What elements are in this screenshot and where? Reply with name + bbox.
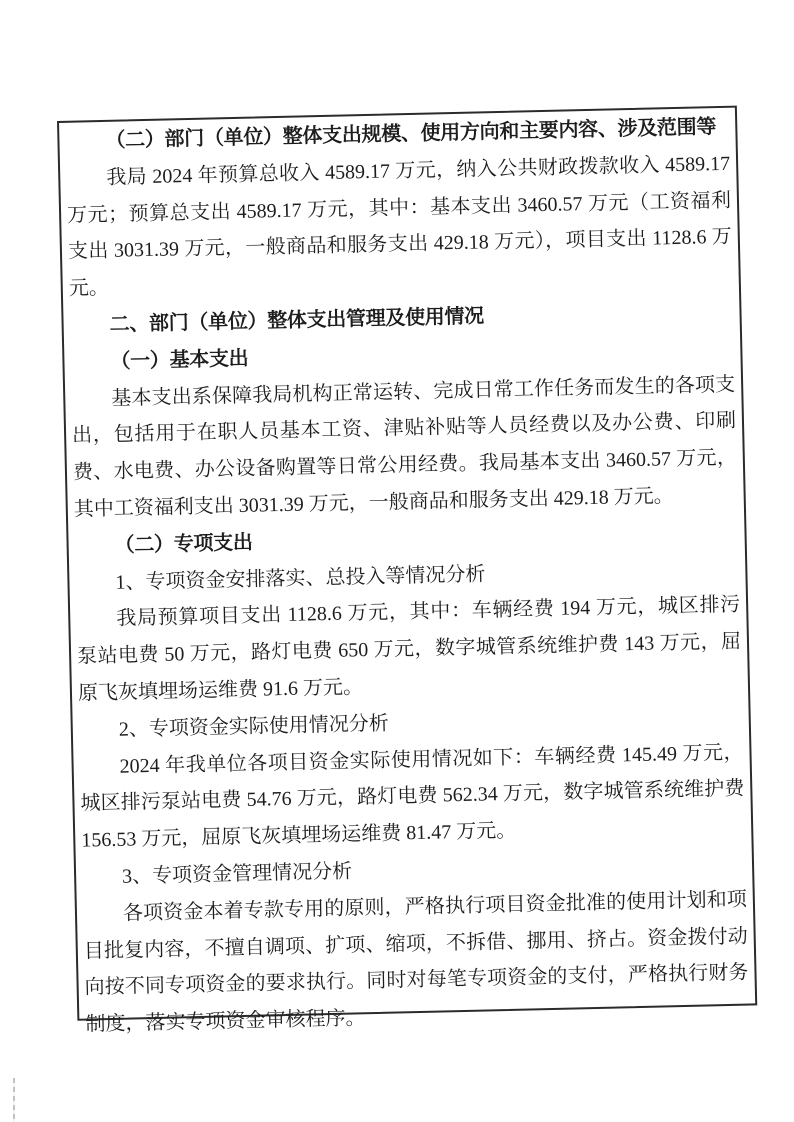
- paragraph: 我局预算项目支出 1128.6 万元，其中：车辆经费 194 万元，城区排污泵站电费 50 万元，路灯电费 650 万元，数字城管系统维护费 143 万元，屈原飞灰填埋场运维费 91.6 万元。: [76, 593, 742, 705]
- section-heading: （二）部门（单位）整体支出规模、使用方向和主要内容、涉及范围等: [105, 116, 717, 152]
- section-heading: 2、专项资金实际使用情况分析: [118, 712, 390, 741]
- section-heading: 1、专项资金安排落实、总投入等情况分析: [115, 562, 486, 594]
- section-heading: 3、专项资金管理情况分析: [121, 860, 353, 888]
- scanner-edge-artifact: [13, 1078, 15, 1122]
- section-heading: （二）专项支出: [114, 531, 253, 557]
- paragraph: 各项资金本着专款专用的原则，严格执行项目资金批准的使用计划和项目批复内容，不擅自调项、扩项、缩项，不拆借、挪用、挤占。资金拨付动向按不同专项资金的要求执行。同时对每笔专项资金的支付，严格执行财务制度，落实专项资金审核程序。: [83, 888, 749, 1036]
- document-body: [65, 109, 750, 1044]
- paragraph: 我局 2024 年预算总收入 4589.17 万元，纳入公共财政拨款收入 4589.17 万元；预算总支出 4589.17 万元，其中：基本支出 3460.57 万元（工资福利支出 3031.39 万元，一般商品和服务支出 429.18 万元），项目支出 1128.6 万元。: [66, 152, 733, 300]
- section-heading: 二、部门（单位）整体支出管理及使用情况: [109, 305, 485, 336]
- section-heading: （一）基本支出: [110, 347, 249, 373]
- document-border-frame: [57, 106, 757, 1036]
- paragraph: 2024 年我单位各项目资金实际使用情况如下：车辆经费 145.49 万元，城区排污泵站电费 54.76 万元，路灯电费 562.34 万元，数字城管系统维护费 156.53 万元，屈原飞灰填埋场运维费 81.47 万元。: [80, 741, 745, 852]
- paragraph: 基本支出系保障我局机构正常运转、完成日常工作任务而发生的各项支出，包括用于在职人员基本工资、津贴补贴等人员经费以及办公费、印刷费、水电费、办公设备购置等日常公用经费。我局基本支出 3460.57 万元，其中工资福利支出 3031.39 万元，一般商品和服务支出 429.18 万元。: [71, 373, 738, 521]
